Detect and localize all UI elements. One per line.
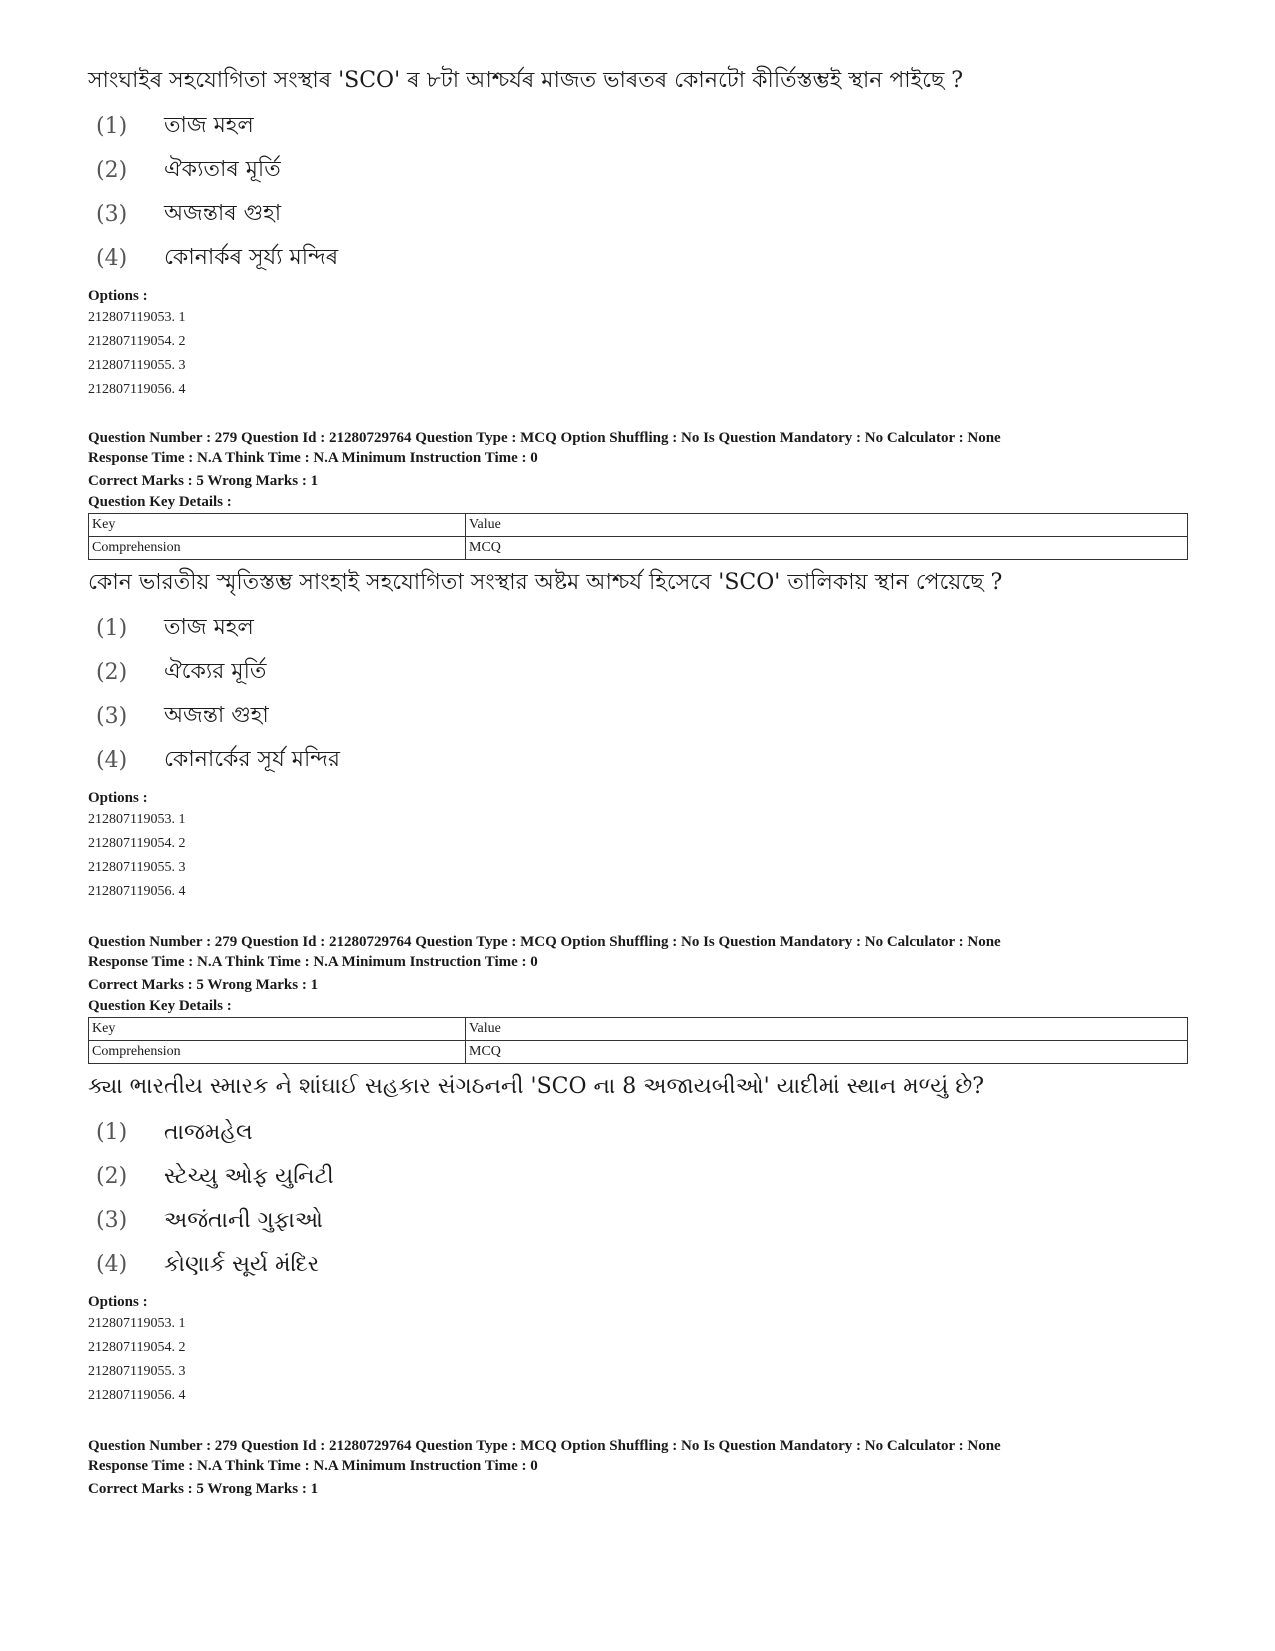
option-number: (2): [96, 1163, 128, 1189]
question-block-gujarati: [88, 932, 1188, 1408]
option-3: [88, 694, 1188, 738]
meta-line: Response Time : N.A Think Time : N.A Minimum Instruction Time : 0: [88, 450, 538, 466]
question-meta: [88, 932, 1188, 995]
question-meta-footer: [88, 1436, 1188, 1499]
option-text: কোনাৰ্কৰ সূৰ্য্য মন্দিৰ: [164, 244, 339, 270]
option-text: ঐক্যের মূর্তি: [164, 658, 267, 684]
question-meta: [88, 1436, 1188, 1499]
key-details-label: Question Key Details :: [88, 494, 232, 510]
option-text: কোনার্কের সূর্য মন্দির: [164, 746, 340, 772]
key-details-table: [88, 513, 1188, 560]
option-4: [88, 738, 1188, 782]
table-row: [89, 514, 1188, 537]
meta-line: Response Time : N.A Think Time : N.A Minimum Instruction Time : 0: [88, 954, 538, 970]
meta-line: Question Number : 279 Question Id : 21280729764 Question Type : MCQ Option Shuffling : No Is Question Mandatory : No Calculator : None: [88, 1438, 1001, 1454]
option-4: [88, 236, 1188, 280]
option-2: [88, 148, 1188, 192]
option-2: [88, 1154, 1188, 1198]
option-id: 212807119055. 3: [88, 860, 186, 875]
option-1: [88, 606, 1188, 650]
table-header-value: Value: [466, 514, 1188, 537]
option-text: তাজ মহল: [164, 614, 254, 640]
option-text: অজন্তাৰ গুহা: [164, 200, 282, 226]
table-cell-value: MCQ: [466, 537, 1188, 560]
table-header-key: Key: [89, 1018, 466, 1041]
option-number: (1): [96, 113, 128, 139]
options-label: Options :: [88, 288, 148, 304]
option-number: (2): [96, 157, 128, 183]
option-3: [88, 1198, 1188, 1242]
option-1: [88, 104, 1188, 148]
option-id: 212807119056. 4: [88, 884, 186, 899]
option-id: 212807119054. 2: [88, 1340, 186, 1355]
option-text: অজন্তা গুহা: [164, 702, 269, 728]
option-number: (3): [96, 703, 128, 729]
table-cell-key: Comprehension: [89, 1041, 466, 1064]
option-id: 212807119055. 3: [88, 358, 186, 373]
option-id: 212807119054. 2: [88, 836, 186, 851]
option-text: સ્ટેચ્યુ ઓફ યુનિટી: [164, 1163, 334, 1189]
option-number: (3): [96, 201, 128, 227]
option-id: 212807119054. 2: [88, 334, 186, 349]
option-1: [88, 1110, 1188, 1154]
option-text: তাজ মহল: [164, 112, 254, 138]
meta-line: Question Number : 279 Question Id : 21280729764 Question Type : MCQ Option Shuffling : No Is Question Mandatory : No Calculator : None: [88, 430, 1001, 446]
option-number: (2): [96, 659, 128, 685]
option-text: તાજમહેલ: [164, 1119, 253, 1145]
option-id: 212807119053. 1: [88, 1316, 186, 1331]
options-label: Options :: [88, 1294, 148, 1310]
option-number: (3): [96, 1207, 128, 1233]
question-text: কোন ভারতীয় স্মৃতিস্তম্ভ সাংহাই সহযোগিতা সংস্থার অষ্টম আশ্চর্য হিসেবে 'SCO' তালিকায় স্থান পেয়েছে ?: [88, 570, 1003, 595]
option-number: (1): [96, 615, 128, 641]
table-cell-key: Comprehension: [89, 537, 466, 560]
option-3: [88, 192, 1188, 236]
meta-line: Correct Marks : 5 Wrong Marks : 1: [88, 1481, 319, 1497]
meta-line: Question Number : 279 Question Id : 21280729764 Question Type : MCQ Option Shuffling : No Is Question Mandatory : No Calculator : None: [88, 934, 1001, 950]
option-4: [88, 1242, 1188, 1286]
meta-line: Response Time : N.A Think Time : N.A Minimum Instruction Time : 0: [88, 1458, 538, 1474]
option-id: 212807119053. 1: [88, 812, 186, 827]
table-row: [89, 1041, 1188, 1064]
options-label: Options :: [88, 790, 148, 806]
option-number: (1): [96, 1119, 128, 1145]
question-block-bengali: [88, 428, 1188, 904]
key-details-table: [88, 1017, 1188, 1064]
option-text: ঐক্যতাৰ মূৰ্তি: [164, 156, 281, 182]
option-id: 212807119053. 1: [88, 310, 186, 325]
table-header-key: Key: [89, 514, 466, 537]
option-2: [88, 650, 1188, 694]
option-text: અજંતાની ગુફાઓ: [164, 1207, 323, 1233]
table-cell-value: MCQ: [466, 1041, 1188, 1064]
option-number: (4): [96, 747, 128, 773]
option-number: (4): [96, 245, 128, 271]
option-id: 212807119055. 3: [88, 1364, 186, 1379]
question-block-assamese: [88, 66, 1188, 402]
question-text: সাংঘাইৰ সহযোগিতা সংস্থাৰ 'SCO' ৰ ৮টা আশ্চৰ্যৰ মাজত ভাৰতৰ কোনটো কীৰ্তিস্তম্ভই স্থান পাইছে ?: [88, 68, 964, 93]
meta-line: Correct Marks : 5 Wrong Marks : 1: [88, 977, 319, 993]
table-row: [89, 1018, 1188, 1041]
question-meta: [88, 428, 1188, 491]
meta-line: Correct Marks : 5 Wrong Marks : 1: [88, 473, 319, 489]
key-details-label: Question Key Details :: [88, 998, 232, 1014]
option-text: કોણાર્ક સૂર્ય મંદિર: [164, 1251, 320, 1277]
option-id: 212807119056. 4: [88, 1388, 186, 1403]
table-header-value: Value: [466, 1018, 1188, 1041]
option-number: (4): [96, 1251, 128, 1277]
question-text: ક્યા ભારતીય સ્મારક ને શાંઘાઈ સહકાર સંગઠનની 'SCO ના 8 અજાયબીઓ' યાદીમાં સ્થાન મળ્યું છે?: [88, 1074, 985, 1099]
table-row: [89, 537, 1188, 560]
option-id: 212807119056. 4: [88, 382, 186, 397]
